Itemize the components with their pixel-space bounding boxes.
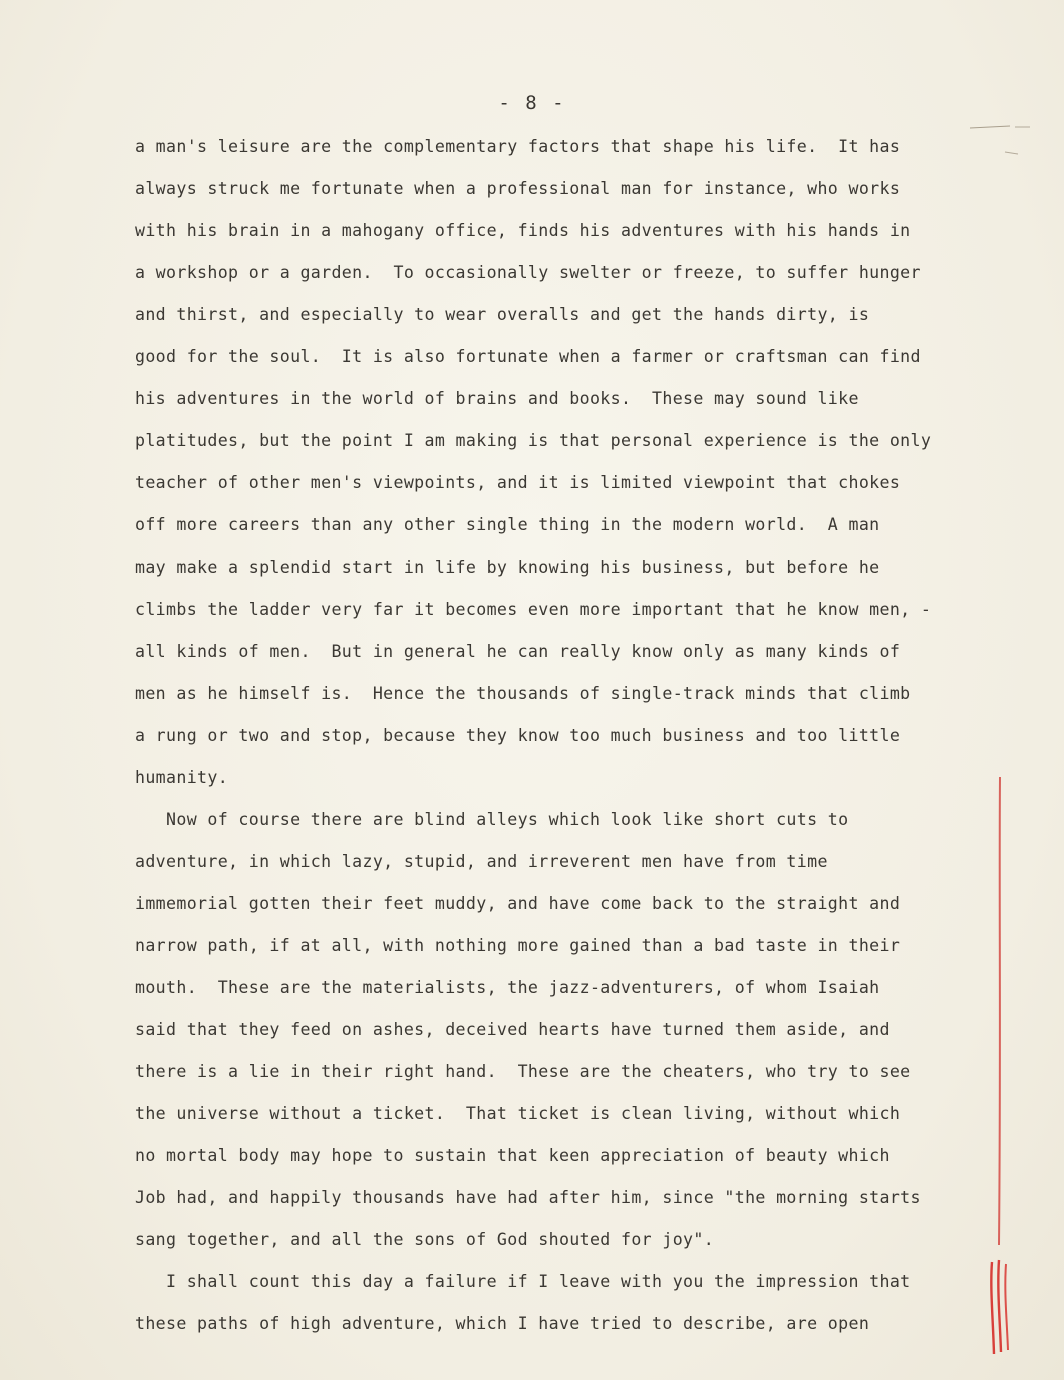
page-number: - 8 -	[498, 92, 566, 114]
text-line: a man's leisure are the complementary factors that shape his life. It has	[135, 137, 901, 156]
text-line: mouth. These are the materialists, the jazz-adventurers, of whom Isaiah	[135, 978, 880, 997]
text-line: his adventures in the world of brains and books. These may sound like	[135, 389, 859, 409]
text-line: immemorial gotten their feet muddy, and have come back to the straight and	[135, 893, 901, 913]
text-line: teacher of other men's viewpoints, and it is limited viewpoint that chokes	[135, 473, 901, 493]
text-line: a rung or two and stop, because they know too much business and too little	[135, 725, 901, 745]
text-line: off more careers than any other single thing in the modern world. A man	[135, 515, 880, 535]
text-line: may make a splendid start in life by knowing his business, but before he	[135, 557, 880, 577]
text-line: all kinds of men. But in general he can really know only as many kinds of	[135, 641, 901, 661]
text-line: men as he himself is. Hence the thousands of single-track minds that climb	[135, 683, 911, 703]
text-line: always struck me fortunate when a professional man for instance, who works	[135, 179, 901, 199]
text-line: platitudes, but the point I am making is that personal experience is the only	[135, 431, 932, 451]
text-line: these paths of high adventure, which I have tried to describe, are open	[135, 1314, 870, 1334]
text-line: good for the soul. It is also fortunate when a farmer or craftsman can find	[135, 347, 921, 367]
text-line: climbs the ladder very far it becomes even more important that he know men, -	[135, 599, 932, 619]
text-line: sang together, and all the sons of God shouted for joy".	[135, 1230, 715, 1250]
red-margin-bracket	[982, 1258, 1022, 1358]
text-line: I shall count this day a failure if I leave with you the impression that	[135, 1272, 911, 1292]
text-line: humanity.	[135, 767, 229, 787]
text-line: the universe without a ticket. That ticket is clean living, without which	[135, 1104, 901, 1124]
margin-pencil-mark	[950, 118, 1060, 168]
text-line: there is a lie in their right hand. These are the cheaters, who try to see	[135, 1062, 911, 1082]
text-line: said that they feed on ashes, deceived hearts have turned them aside, and	[135, 1020, 890, 1040]
text-line: no mortal body may hope to sustain that keen appreciation of beauty which	[135, 1146, 890, 1166]
text-line: Job had, and happily thousands have had after him, since "the morning starts	[135, 1188, 921, 1208]
text-line: with his brain in a mahogany office, finds his adventures with his hands in	[135, 221, 911, 241]
text-line: Now of course there are blind alleys which look like short cuts to	[135, 809, 849, 829]
text-line: adventure, in which lazy, stupid, and irreverent men have from time	[135, 851, 828, 871]
text-line: and thirst, and especially to wear overalls and get the hands dirty, is	[135, 305, 870, 325]
text-line: narrow path, if at all, with nothing more gained than a bad taste in their	[135, 935, 901, 955]
red-margin-line	[990, 775, 1010, 1255]
text-line: a workshop or a garden. To occasionally swelter or freeze, to suffer hunger	[135, 263, 921, 283]
